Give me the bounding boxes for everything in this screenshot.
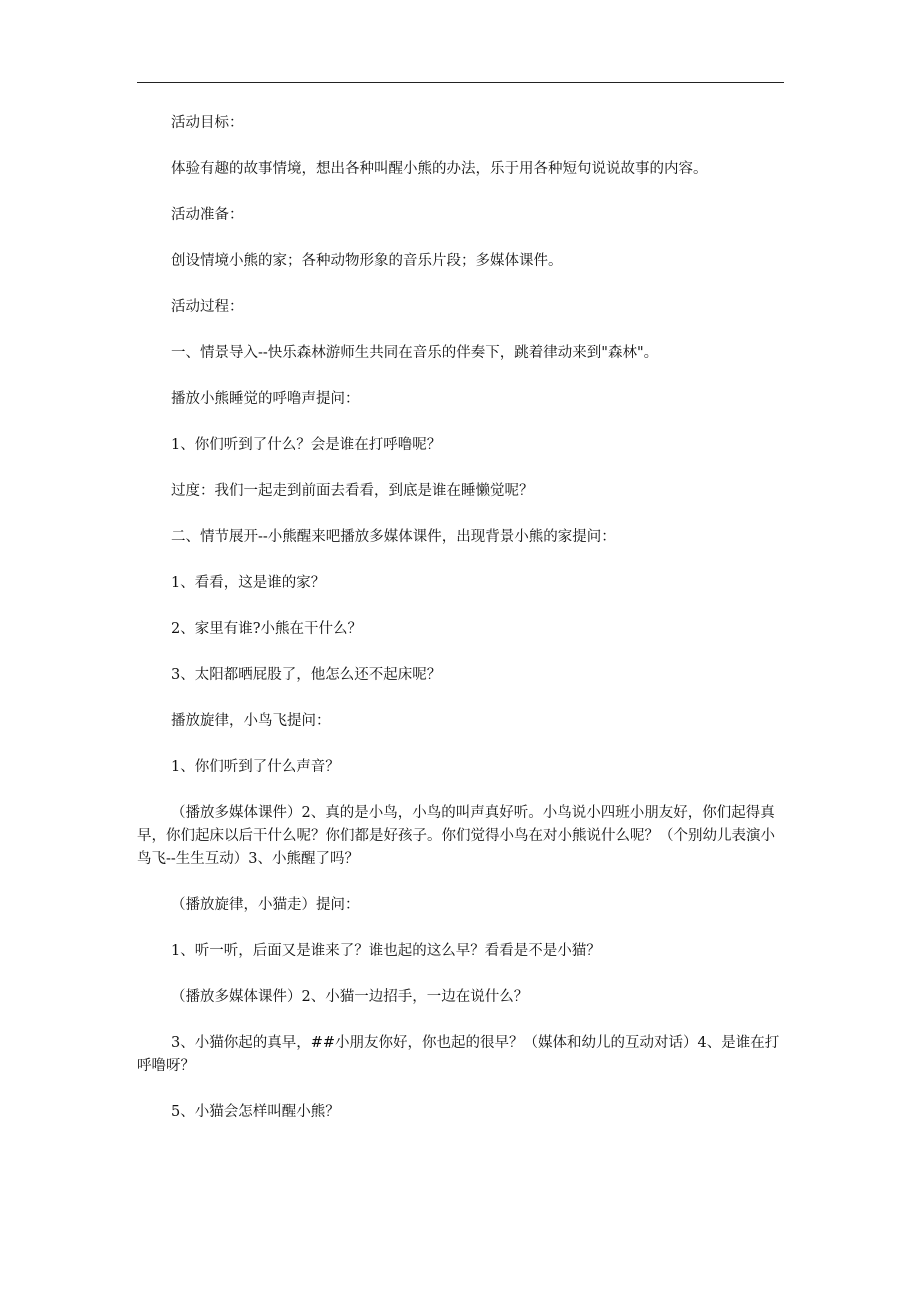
paragraph: （播放多媒体课件）2、小猫一边招手，一边在说什么？ [171, 989, 529, 1005]
header-rule [137, 82, 784, 83]
paragraph: （播放旋律，小猫走）提问： [171, 897, 360, 913]
paragraph: 1、你们听到了什么？会是谁在打呼噜呢？ [171, 437, 442, 453]
paragraph: 3、太阳都晒屁股了，他怎么还不起床呢？ [171, 667, 442, 683]
paragraph: 1、看看，这是谁的家？ [171, 575, 326, 591]
paragraph: 体验有趣的故事情境，想出各种叫醒小熊的办法，乐于用各种短句说说故事的内容。 [171, 161, 708, 177]
paragraph: 5、小猫会怎样叫醒小熊？ [171, 1104, 340, 1120]
heading-activity-process: 活动过程： [171, 299, 244, 315]
paragraph: 1、你们听到了什么声音？ [171, 759, 340, 775]
paragraph: 播放小熊睡觉的呼噜声提问： [171, 391, 360, 407]
paragraph: 3、小猫你起的真早，##小朋友你好，你也起的很早？（媒体和幼儿的互动对话）4、是谁在打呼噜呀？ [137, 1035, 780, 1074]
paragraph: 1、听一听，后面又是谁来了？谁也起的这么早？看看是不是小猫？ [171, 943, 601, 959]
paragraph: 二、情节展开--小熊醒来吧播放多媒体课件，出现背景小熊的家提问： [171, 529, 616, 545]
heading-activity-preparation: 活动准备： [171, 207, 244, 223]
heading-activity-goals: 活动目标： [171, 115, 244, 131]
paragraph: 播放旋律，小鸟飞提问： [171, 713, 331, 729]
paragraph: 过度：我们一起走到前面去看看，到底是谁在睡懒觉呢？ [171, 483, 534, 499]
paragraph: （播放多媒体课件）2、真的是小鸟，小鸟的叫声真好听。小鸟说小四班小朋友好，你们起得真早，你们起床以后干什么呢？你们都是好孩子。你们觉得小鸟在对小熊说什么呢？（个别幼儿表演小鸟飞--生生互动）3、小熊醒了吗？ [137, 805, 775, 867]
paragraph: 一、情景导入--快乐森林游师生共同在音乐的伴奏下，跳着律动来到"森林"。 [171, 345, 659, 361]
paragraph: 2、家里有谁?小熊在干什么？ [171, 621, 362, 637]
document-body [137, 112, 784, 1147]
paragraph: 创设情境小熊的家；各种动物形象的音乐片段；多媒体课件。 [171, 253, 563, 269]
